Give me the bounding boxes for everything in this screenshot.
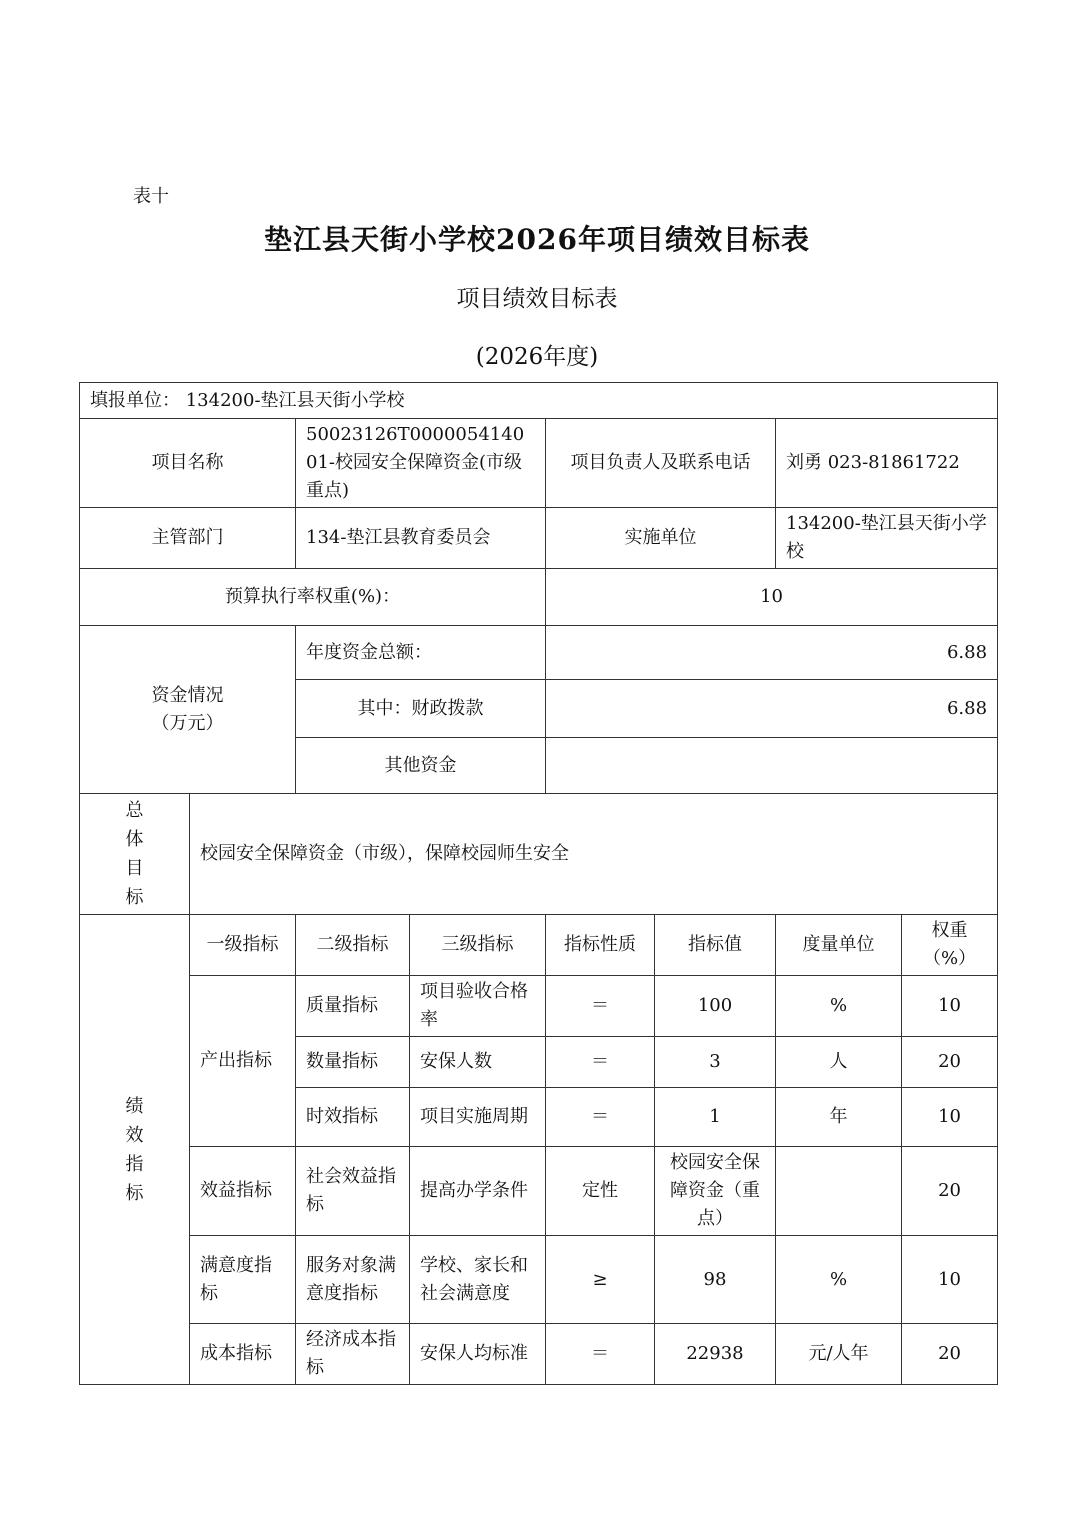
performance-table — [79, 382, 998, 1385]
unit-cell — [776, 1147, 902, 1236]
value-cell: 100 — [655, 976, 776, 1037]
dept-row — [80, 508, 998, 569]
header-level3: 三级指标 — [410, 915, 546, 976]
goal-label-char: 总 — [125, 800, 144, 821]
level3-cell: 学校、家长和社会满意度 — [410, 1236, 546, 1324]
unit-cell — [80, 383, 998, 419]
dept-label: 主管部门 — [80, 508, 296, 569]
funds-total-label: 年度资金总额： — [296, 626, 546, 680]
level3-cell: 项目实施周期 — [410, 1088, 546, 1147]
project-name-value: 50023126T000005414001-校园安全保障资金(市级重点) — [296, 419, 546, 508]
goal-label-char: 目 — [125, 858, 144, 879]
header-unit: 度量单位 — [776, 915, 902, 976]
goal-label-char: 标 — [125, 887, 144, 908]
impl-value: 134200-垫江县天街小学校 — [776, 508, 998, 569]
perf-label-char: 指 — [125, 1153, 144, 1175]
header-level2: 二级指标 — [296, 915, 410, 976]
table-number: 表十 — [133, 186, 169, 207]
header-value: 指标值 — [655, 915, 776, 976]
unit-cell: % — [776, 976, 902, 1037]
unit-value: 134200-垫江县天街小学校 — [185, 389, 405, 411]
perf-header-row — [80, 915, 998, 976]
funds-other-value — [546, 738, 998, 794]
dept-value: 134-垫江县教育委员会 — [296, 508, 546, 569]
budget-rate-value: 10 — [546, 569, 998, 626]
weight-cell: 10 — [902, 976, 998, 1037]
sub-title: 项目绩效目标表 — [456, 286, 618, 312]
main-title: 垫江县天街小学校2026年项目绩效目标表 — [264, 223, 810, 256]
weight-cell: 10 — [902, 1236, 998, 1324]
value-cell: 校园安全保障资金（重点） — [655, 1147, 776, 1236]
nature-cell: 定性 — [546, 1147, 655, 1236]
weight-cell: 20 — [902, 1147, 998, 1236]
funds-label-line2: （万元） — [151, 712, 224, 734]
perf-label-char: 标 — [125, 1182, 144, 1204]
project-row — [80, 419, 998, 508]
level1-cell: 满意度指标 — [190, 1236, 296, 1324]
goal-row — [80, 794, 998, 915]
perf-label-char: 绩 — [125, 1095, 144, 1117]
level1-cell: 产出指标 — [190, 976, 296, 1147]
level3-cell: 提高办学条件 — [410, 1147, 546, 1236]
weight-cell: 20 — [902, 1037, 998, 1088]
funds-label-line1: 资金情况 — [151, 684, 224, 706]
funds-fiscal-value: 6.88 — [546, 680, 998, 738]
header-level1: 一级指标 — [190, 915, 296, 976]
nature-cell: ＝ — [546, 976, 655, 1037]
funds-fiscal-label: 其中：财政拨款 — [296, 680, 546, 738]
funds-label — [80, 626, 296, 794]
level1-cell: 成本指标 — [190, 1324, 296, 1385]
table-row — [80, 1324, 998, 1385]
level2-cell: 数量指标 — [296, 1037, 410, 1088]
project-name-label: 项目名称 — [80, 419, 296, 508]
table-row — [80, 976, 998, 1037]
perf-label-char: 效 — [125, 1124, 144, 1146]
header-nature: 指标性质 — [546, 915, 655, 976]
goal-label-char: 体 — [125, 829, 144, 850]
goal-label — [80, 794, 190, 915]
level3-cell: 安保人数 — [410, 1037, 546, 1088]
perf-label — [80, 915, 190, 1385]
unit-row — [80, 383, 998, 419]
contact-label: 项目负责人及联系电话 — [546, 419, 776, 508]
value-cell: 22938 — [655, 1324, 776, 1385]
unit-cell: % — [776, 1236, 902, 1324]
funds-other-label: 其他资金 — [296, 738, 546, 794]
weight-cell: 20 — [902, 1324, 998, 1385]
level2-cell: 社会效益指标 — [296, 1147, 410, 1236]
year-title: (2026年度) — [475, 344, 599, 370]
goal-text: 校园安全保障资金（市级），保障校园师生安全 — [190, 794, 998, 915]
header-weight: 权重（%） — [902, 915, 998, 976]
value-cell: 3 — [655, 1037, 776, 1088]
budget-rate-row — [80, 569, 998, 626]
nature-cell: ＝ — [546, 1088, 655, 1147]
value-cell: 98 — [655, 1236, 776, 1324]
funds-total-value: 6.88 — [546, 626, 998, 680]
level2-cell: 经济成本指标 — [296, 1324, 410, 1385]
nature-cell: ＝ — [546, 1037, 655, 1088]
budget-rate-label: 预算执行率权重(%)： — [80, 569, 546, 626]
unit-cell: 元/人年 — [776, 1324, 902, 1385]
nature-cell: ＝ — [546, 1324, 655, 1385]
table-row — [80, 1236, 998, 1324]
contact-value: 刘勇 023-81861722 — [776, 419, 998, 508]
level2-cell: 质量指标 — [296, 976, 410, 1037]
unit-cell: 人 — [776, 1037, 902, 1088]
weight-cell: 10 — [902, 1088, 998, 1147]
table-row — [80, 1147, 998, 1236]
level2-cell: 服务对象满意度指标 — [296, 1236, 410, 1324]
value-cell: 1 — [655, 1088, 776, 1147]
impl-label: 实施单位 — [546, 508, 776, 569]
unit-cell: 年 — [776, 1088, 902, 1147]
funds-total-row — [80, 626, 998, 680]
level3-cell: 安保人均标准 — [410, 1324, 546, 1385]
nature-cell: ≥ — [546, 1236, 655, 1324]
level1-cell: 效益指标 — [190, 1147, 296, 1236]
unit-label: 填报单位： — [90, 389, 180, 411]
level2-cell: 时效指标 — [296, 1088, 410, 1147]
level3-cell: 项目验收合格率 — [410, 976, 546, 1037]
